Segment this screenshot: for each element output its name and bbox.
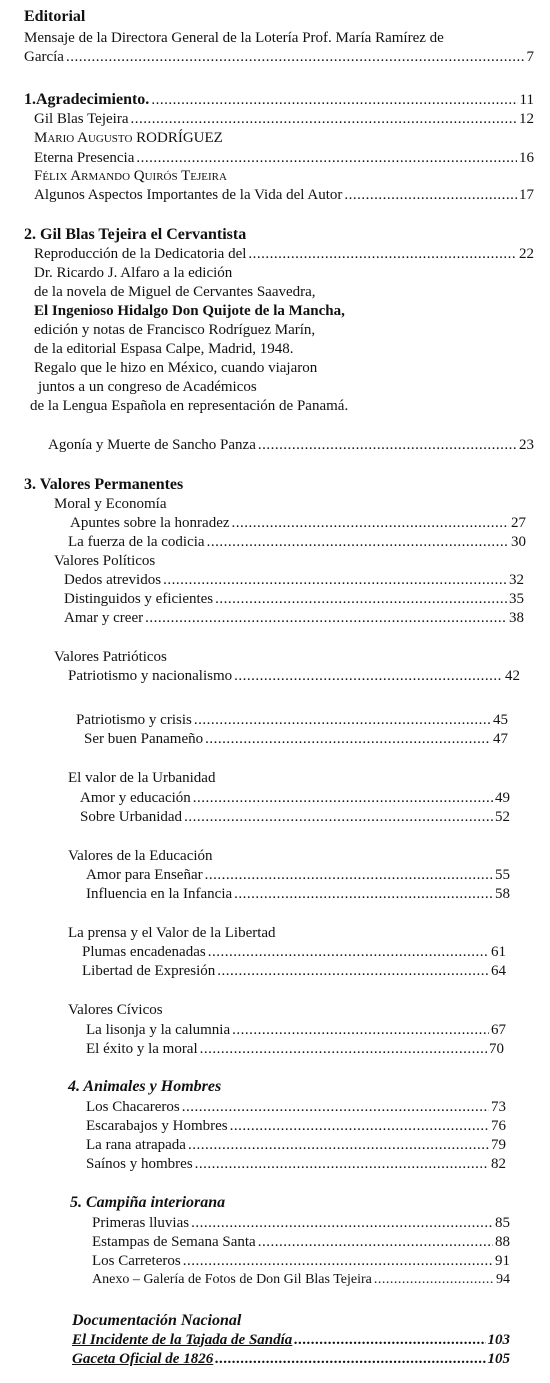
- toc-entry-label: Gil Blas Tejeira: [34, 111, 129, 127]
- toc-entry-page: 61: [491, 944, 506, 960]
- toc-entry[interactable]: [82, 962, 506, 980]
- toc-entry-page: 103: [487, 1332, 510, 1348]
- toc-entry-page: 105: [487, 1351, 510, 1367]
- section-title: 4. Animales y Hombres: [68, 1078, 222, 1095]
- toc-entry-page: 76: [491, 1118, 506, 1134]
- toc-entry[interactable]: [72, 1331, 510, 1349]
- toc-entry[interactable]: [80, 789, 510, 807]
- toc-entry-label: Plumas encadenadas: [82, 944, 206, 960]
- toc-entry-page: 55: [495, 867, 510, 883]
- toc-entry-page: 73: [491, 1099, 506, 1115]
- toc-entry[interactable]: [86, 1136, 506, 1154]
- toc-entry-page: 38: [509, 610, 524, 626]
- toc-entry-label: Agonía y Muerte de Sancho Panza: [48, 437, 256, 453]
- toc-entry[interactable]: [72, 1350, 510, 1368]
- toc-entry[interactable]: [34, 149, 534, 167]
- toc-entry-label: Amar y creer: [64, 610, 144, 626]
- toc-entry[interactable]: [34, 186, 534, 204]
- toc-entry[interactable]: [86, 1040, 504, 1058]
- author-name: Mario Augusto RODRÍGUEZ: [34, 130, 223, 146]
- toc-entry-label: Sobre Urbanidad: [80, 809, 183, 825]
- toc-entry-page: 67: [491, 1022, 506, 1038]
- subsection-title: Valores Cívicos: [68, 1002, 163, 1018]
- toc-entry-label: Primeras lluvias: [92, 1215, 190, 1231]
- toc-entry[interactable]: [34, 245, 534, 263]
- toc-entry[interactable]: [82, 943, 506, 961]
- toc-entry-label: Ser buen Panameño: [84, 731, 204, 747]
- toc-entry-page: 12: [519, 111, 534, 127]
- toc-entry[interactable]: [68, 667, 520, 685]
- toc-entry-label: Reproducción de la Dedicatoria del: [34, 246, 247, 262]
- toc-entry-label: Escarabajos y Hombres: [86, 1118, 228, 1134]
- toc-entry[interactable]: [86, 1155, 506, 1173]
- toc-entry-label: La rana atrapada: [86, 1137, 186, 1153]
- toc-entry-label: Dedos atrevidos: [64, 572, 162, 588]
- toc-entry-label: Estampas de Semana Santa: [92, 1234, 256, 1250]
- toc-entry-page: 17: [519, 187, 534, 203]
- toc-entry[interactable]: [92, 1252, 510, 1270]
- toc-entry-label: Libertad de Expresión: [82, 963, 216, 979]
- subsection-title: Valores Políticos: [54, 553, 156, 569]
- toc-entry-page: 64: [491, 963, 506, 979]
- toc-entry-label: Eterna Presencia: [34, 150, 135, 166]
- toc-entry-label: La lisonja y la calumnia: [86, 1022, 231, 1038]
- toc-entry-page: 85: [495, 1215, 510, 1231]
- toc-entry-label: Patriotismo y nacionalismo: [68, 668, 233, 684]
- dedication-book-title: El Ingenioso Hidalgo Don Quijote de la Mancha,: [34, 303, 345, 319]
- toc-entry[interactable]: [92, 1214, 510, 1232]
- editorial-title: Editorial: [24, 8, 86, 25]
- toc-entry-label: Los Carreteros: [92, 1253, 181, 1269]
- toc-entry-page: 70: [489, 1041, 504, 1057]
- toc-entry-label: El Incidente de la Tajada de Sandía: [72, 1332, 293, 1348]
- toc-entry-page: 47: [493, 731, 508, 747]
- toc-entry-label: Amor y educación: [80, 790, 191, 806]
- toc-entry-page: 7: [526, 49, 534, 65]
- toc-entry[interactable]: [64, 571, 524, 589]
- toc-entry-label: El éxito y la moral: [86, 1041, 198, 1057]
- toc-entry-page: 94: [496, 1272, 510, 1287]
- toc-entry-label: Apuntes sobre la honradez: [70, 515, 230, 531]
- toc-entry[interactable]: [64, 609, 524, 627]
- toc-entry-label: Distinguidos y eficientes: [64, 591, 214, 607]
- toc-entry[interactable]: [34, 110, 534, 128]
- toc-entry-label: Algunos Aspectos Importantes de la Vida del Autor: [34, 187, 343, 203]
- section-1-heading[interactable]: [24, 91, 534, 109]
- toc-entry-label: Gaceta Oficial de 1826: [72, 1351, 214, 1367]
- toc-entry-label: Los Chacareros: [86, 1099, 180, 1115]
- toc-entry[interactable]: [80, 808, 510, 826]
- toc-entry-label: Anexo – Galería de Fotos de Don Gil Blas Tejeira: [92, 1272, 372, 1287]
- toc-entry[interactable]: [86, 1117, 506, 1135]
- toc-entry-page: 11: [519, 92, 534, 108]
- toc-entry-page: 58: [495, 886, 510, 902]
- subsection-title: El valor de la Urbanidad: [68, 770, 216, 786]
- toc-entry[interactable]: [86, 885, 510, 903]
- toc-entry-page: 79: [491, 1137, 506, 1153]
- toc-entry[interactable]: [84, 730, 508, 748]
- toc-entry[interactable]: [86, 1098, 506, 1116]
- section-title: 2. Gil Blas Tejeira el Cervantista: [24, 226, 247, 243]
- toc-entry[interactable]: [24, 48, 534, 66]
- toc-entry-page: 30: [511, 534, 526, 550]
- toc-entry[interactable]: [76, 711, 508, 729]
- toc-entry-page: 49: [495, 790, 510, 806]
- subsection-title: La prensa y el Valor de la Libertad: [68, 925, 276, 941]
- dedication-line: de la editorial Espasa Calpe, Madrid, 1948.: [34, 341, 294, 357]
- toc-entry[interactable]: [86, 866, 510, 884]
- toc-entry-label: Amor para Enseñar: [86, 867, 203, 883]
- toc-entry-page: 16: [519, 150, 534, 166]
- dedication-line: Dr. Ricardo J. Alfaro a la edición: [34, 265, 233, 281]
- dedication-line: edición y notas de Francisco Rodríguez Marín,: [34, 322, 316, 338]
- author-name: Félix Armando Quirós Tejeira: [34, 168, 227, 184]
- toc-entry[interactable]: [92, 1271, 510, 1289]
- toc-entry-label: Saínos y hombres: [86, 1156, 193, 1172]
- dedication-line: de la novela de Miguel de Cervantes Saavedra,: [34, 284, 316, 300]
- toc-entry-page: 23: [519, 437, 534, 453]
- section-title: Documentación Nacional: [72, 1312, 242, 1329]
- section-title: 3. Valores Permanentes: [24, 476, 184, 493]
- toc-entry-page: 35: [509, 591, 524, 607]
- editorial-message: Mensaje de la Directora General de la Lotería Prof. María Ramírez de: [24, 30, 444, 46]
- toc-entry-page: 27: [511, 515, 526, 531]
- toc-entry[interactable]: [86, 1021, 506, 1039]
- toc-entry[interactable]: [70, 514, 526, 532]
- toc-entry-label: Influencia en la Infancia: [86, 886, 233, 902]
- toc-entry-page: 42: [505, 668, 520, 684]
- toc-entry-page: 45: [493, 712, 508, 728]
- toc-entry-page: 82: [491, 1156, 506, 1172]
- toc-entry-page: 88: [495, 1234, 510, 1250]
- toc-entry-label: Patriotismo y crisis: [76, 712, 192, 728]
- toc-entry-label: La fuerza de la codicia: [68, 534, 205, 550]
- subsection-title: Valores de la Educación: [68, 848, 213, 864]
- toc-entry-page: 22: [519, 246, 534, 262]
- section-title: 1.Agradecimiento.: [24, 91, 150, 108]
- toc-entry-page: 91: [495, 1253, 510, 1269]
- toc-entry-label: García: [24, 49, 64, 65]
- section-title: 5. Campiña interiorana: [70, 1194, 226, 1211]
- toc-entry[interactable]: [48, 436, 534, 454]
- toc-entry-page: 52: [495, 809, 510, 825]
- toc-entry-page: 32: [509, 572, 524, 588]
- toc-entry[interactable]: [92, 1233, 510, 1251]
- toc-entry[interactable]: [64, 590, 524, 608]
- subsection-title: Moral y Economía: [54, 496, 167, 512]
- dedication-line: juntos a un congreso de Académicos: [38, 379, 257, 395]
- dedication-line: de la Lengua Española en representación de Panamá.: [30, 398, 349, 414]
- toc-entry[interactable]: [68, 533, 526, 551]
- subsection-title: Valores Patrióticos: [54, 649, 167, 665]
- dedication-line: Regalo que le hizo en México, cuando viajaron: [34, 360, 318, 376]
